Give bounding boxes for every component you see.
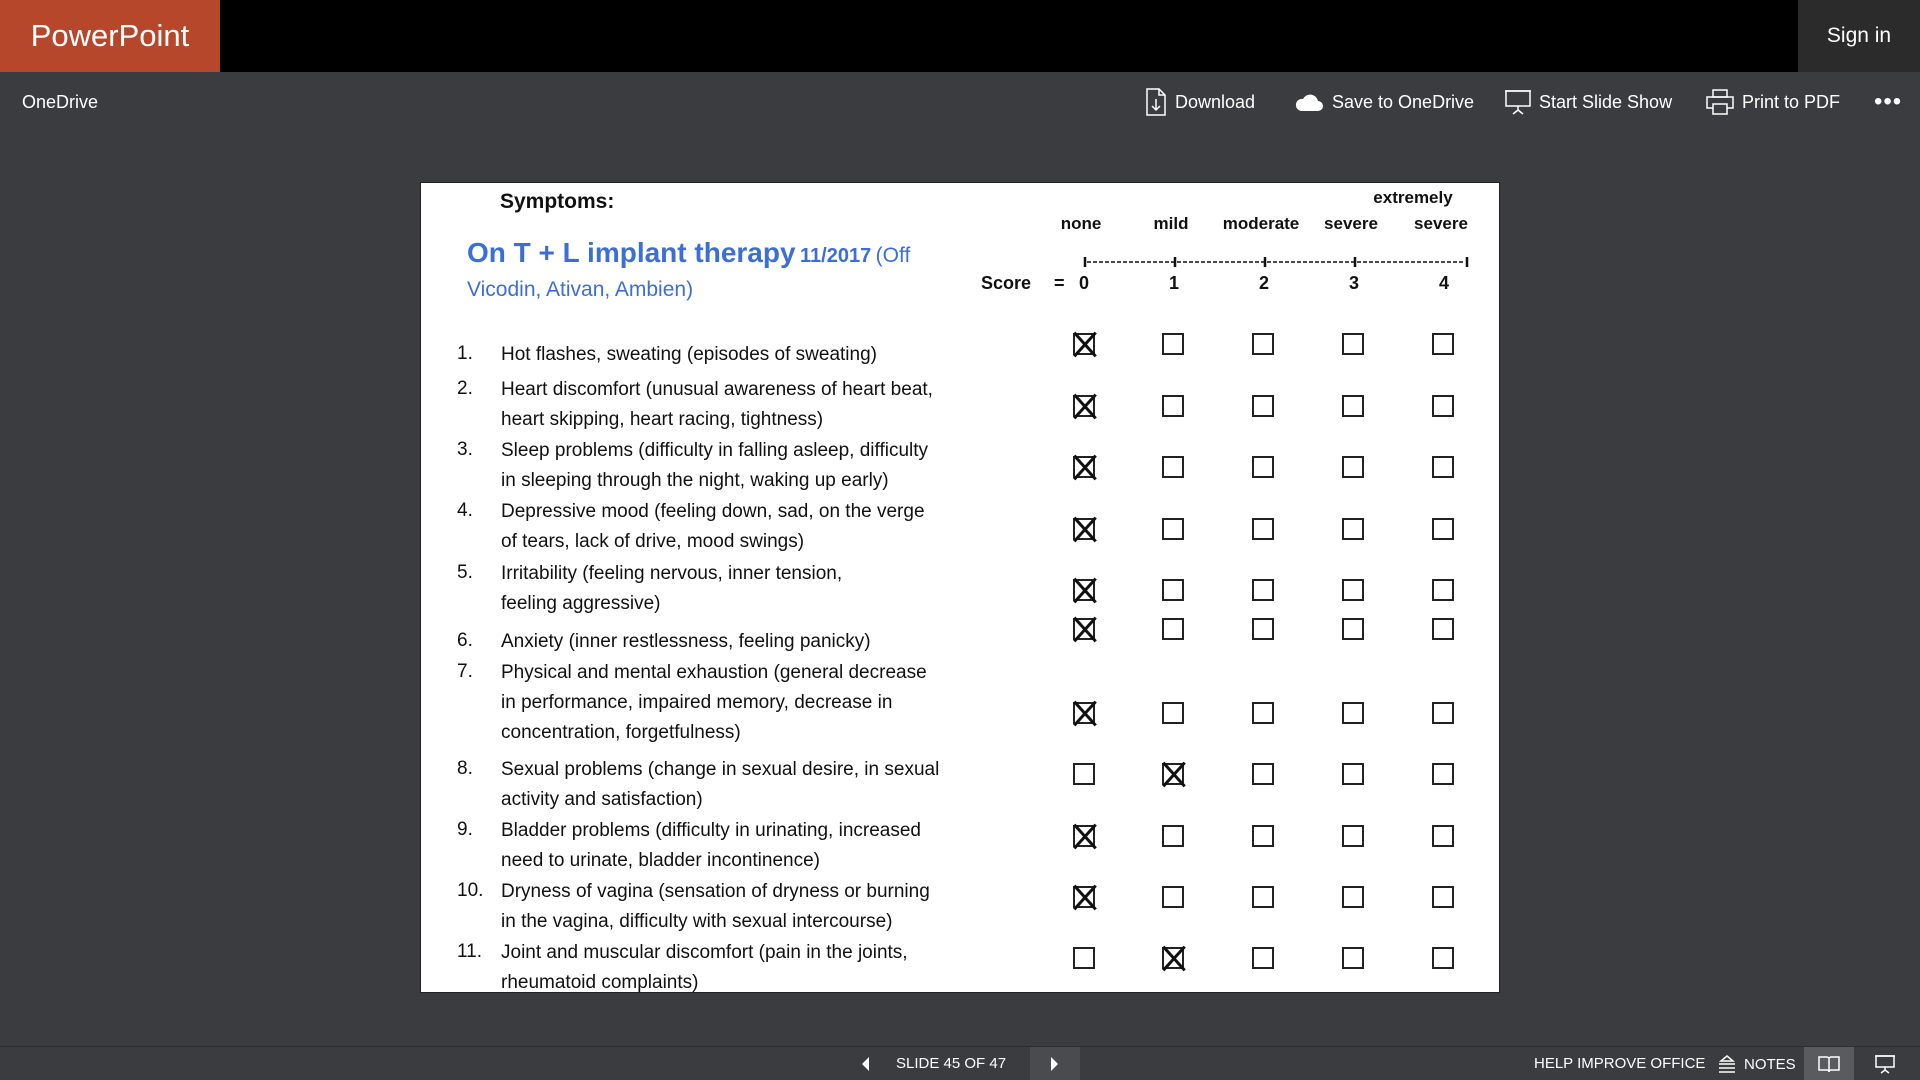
severity-checkbox[interactable] <box>1252 825 1274 847</box>
slide-canvas <box>420 182 1500 993</box>
severity-checkbox[interactable] <box>1252 333 1274 355</box>
severity-checkbox[interactable] <box>1342 825 1364 847</box>
symptom-line2: rheumatoid complaints) <box>501 972 699 993</box>
save-label: Save to OneDrive <box>1332 91 1475 112</box>
symptom-line2: in the vagina, difficulty with sexual intercourse) <box>501 911 893 932</box>
symptoms-title: Symptoms: <box>500 190 615 213</box>
symptom-line1: Joint and muscular discomfort (pain in the joints, <box>501 942 908 963</box>
symptom-description <box>501 658 1086 748</box>
symptom-line2: of tears, lack of drive, mood swings) <box>501 531 805 552</box>
symptom-description <box>501 559 1086 619</box>
symptom-description <box>501 755 1086 815</box>
severity-checkbox[interactable] <box>1162 763 1184 785</box>
severity-checkbox[interactable] <box>1073 395 1095 417</box>
severity-checkbox[interactable] <box>1432 456 1454 478</box>
severity-checkbox[interactable] <box>1162 395 1184 417</box>
severity-checkbox[interactable] <box>1432 618 1454 640</box>
print-to-pdf-button[interactable] <box>1706 72 1840 132</box>
symptom-description <box>501 436 1086 496</box>
severity-checkbox[interactable] <box>1073 947 1095 969</box>
severity-checkbox[interactable] <box>1342 618 1364 640</box>
header-extremely: extremely <box>1373 188 1453 207</box>
header-severe: severe <box>1324 214 1378 233</box>
severity-checkbox[interactable] <box>1342 763 1364 785</box>
severity-checkbox[interactable] <box>1432 395 1454 417</box>
start-slide-show-button[interactable] <box>1505 72 1672 132</box>
symptom-line1: Physical and mental exhaustion (general decrease <box>501 662 927 683</box>
symptom-line3: concentration, forgetfulness) <box>501 722 741 743</box>
score-2: 2 <box>1258 273 1269 293</box>
therapy-note-line2: Vicodin, Ativan, Ambien) <box>467 278 694 301</box>
severity-checkbox[interactable] <box>1073 763 1095 785</box>
severity-checkbox[interactable] <box>1432 763 1454 785</box>
header-extremely-severe: severe <box>1414 214 1468 233</box>
symptom-line2: in performance, impaired memory, decrease in <box>501 692 893 713</box>
status-bar <box>0 1046 1920 1080</box>
symptom-line2: feeling aggressive) <box>501 593 661 614</box>
severity-checkbox[interactable] <box>1073 886 1095 908</box>
notes-button[interactable] <box>1718 1047 1796 1080</box>
slideshow-label: Start Slide Show <box>1539 91 1673 112</box>
severity-checkbox[interactable] <box>1252 618 1274 640</box>
symptom-line1: Dryness of vagina (sensation of dryness or burning <box>501 881 930 902</box>
severity-checkbox[interactable] <box>1342 333 1364 355</box>
command-bar <box>0 72 1920 132</box>
app-brand[interactable]: PowerPoint <box>0 0 220 72</box>
severity-checkbox[interactable] <box>1073 825 1095 847</box>
severity-checkbox[interactable] <box>1162 518 1184 540</box>
symptom-description <box>501 627 1086 657</box>
help-improve-office-link[interactable]: HELP IMPROVE OFFICE <box>1534 1055 1706 1072</box>
therapy-note-line1: (Off <box>875 244 911 267</box>
severity-checkbox[interactable] <box>1073 618 1095 640</box>
symptom-description <box>501 375 1086 435</box>
header-mild: mild <box>1153 214 1189 233</box>
severity-checkbox[interactable] <box>1432 333 1454 355</box>
download-button[interactable] <box>1145 72 1255 132</box>
severity-checkbox[interactable] <box>1252 518 1274 540</box>
therapy-note <box>467 237 987 308</box>
slideshow-view-icon <box>1875 1054 1895 1074</box>
symptom-description <box>501 340 1086 370</box>
severity-checkbox[interactable] <box>1252 456 1274 478</box>
symptom-line1: Bladder problems (difficulty in urinating, increased <box>501 820 921 841</box>
cloud-icon <box>1294 91 1324 113</box>
next-slide-button[interactable] <box>1030 1047 1080 1080</box>
sign-in-button[interactable]: Sign in <box>1798 0 1920 72</box>
download-label: Download <box>1175 91 1256 112</box>
print-label: Print to PDF <box>1742 91 1841 112</box>
score-0: 0 <box>1078 273 1089 293</box>
symptom-line1: Depressive mood (feeling down, sad, on the verge <box>501 501 925 522</box>
severity-checkbox[interactable] <box>1342 947 1364 969</box>
symptom-number: 5. <box>457 562 473 583</box>
severity-checkbox[interactable] <box>1162 947 1184 969</box>
severity-checkbox[interactable] <box>1073 518 1095 540</box>
severity-checkbox[interactable] <box>1252 886 1274 908</box>
severity-checkbox[interactable] <box>1342 886 1364 908</box>
symptom-number: 8. <box>457 758 473 779</box>
severity-checkbox[interactable] <box>1162 825 1184 847</box>
therapy-heading: On T + L implant therapy <box>467 237 796 268</box>
severity-scale-line <box>1083 255 1469 269</box>
symptom-description <box>501 497 1086 557</box>
symptom-number: 6. <box>457 630 473 651</box>
chevron-left-icon <box>860 1056 870 1072</box>
severity-checkbox[interactable] <box>1162 702 1184 724</box>
slideshow-icon <box>1505 89 1531 115</box>
symptom-line1: Anxiety (inner restlessness, feeling panicky) <box>501 631 871 652</box>
onedrive-breadcrumb[interactable]: OneDrive <box>22 92 99 112</box>
symptom-line2: heart skipping, heart racing, tightness) <box>501 409 824 430</box>
slide-counter: SLIDE 45 OF 47 <box>896 1055 1007 1072</box>
symptom-line1: Hot flashes, sweating (episodes of sweating) <box>501 344 877 365</box>
severity-checkbox[interactable] <box>1073 456 1095 478</box>
severity-checkbox[interactable] <box>1432 825 1454 847</box>
severity-checkbox[interactable] <box>1162 618 1184 640</box>
header-moderate: moderate <box>1222 214 1300 233</box>
therapy-date: 11/2017 <box>800 245 872 267</box>
severity-checkbox[interactable] <box>1432 579 1454 601</box>
save-to-onedrive-button[interactable] <box>1294 72 1474 132</box>
severity-checkbox[interactable] <box>1432 518 1454 540</box>
symptom-number: 2. <box>457 378 473 399</box>
severity-checkbox[interactable] <box>1342 456 1364 478</box>
symptom-line2: need to urinate, bladder incontinence) <box>501 850 821 871</box>
severity-checkbox[interactable] <box>1342 579 1364 601</box>
severity-checkbox[interactable] <box>1162 886 1184 908</box>
score-4: 4 <box>1438 273 1449 293</box>
severity-checkbox[interactable] <box>1342 702 1364 724</box>
severity-checkbox[interactable] <box>1252 763 1274 785</box>
header-none: none <box>1060 214 1102 233</box>
severity-checkbox[interactable] <box>1252 947 1274 969</box>
severity-checkbox[interactable] <box>1432 947 1454 969</box>
symptom-number: 10. <box>457 880 484 901</box>
book-icon <box>1818 1055 1840 1073</box>
severity-checkbox[interactable] <box>1162 456 1184 478</box>
severity-checkbox[interactable] <box>1252 579 1274 601</box>
notes-icon <box>1718 1055 1736 1073</box>
symptom-line2: activity and satisfaction) <box>501 789 703 810</box>
score-3: 3 <box>1348 273 1359 293</box>
severity-checkbox[interactable] <box>1162 333 1184 355</box>
severity-checkbox[interactable] <box>1162 579 1184 601</box>
score-equals: = <box>1054 273 1065 293</box>
symptom-line1: Irritability (feeling nervous, inner tension, <box>501 563 843 584</box>
reading-view-button[interactable] <box>1804 1047 1854 1080</box>
symptom-description <box>501 816 1086 876</box>
top-bar <box>0 0 1920 72</box>
symptom-number: 9. <box>457 819 473 840</box>
severity-checkbox[interactable] <box>1342 395 1364 417</box>
severity-checkbox[interactable] <box>1252 395 1274 417</box>
symptom-number: 11. <box>457 941 483 962</box>
slide-show-view-button[interactable] <box>1860 1047 1910 1080</box>
symptom-line1: Sexual problems (change in sexual desire, in sexual <box>501 759 940 780</box>
notes-label: NOTES <box>1744 1055 1796 1073</box>
severity-checkbox[interactable] <box>1073 333 1095 355</box>
symptom-line2: in sleeping through the night, waking up early) <box>501 470 889 491</box>
symptom-number: 3. <box>457 439 473 460</box>
severity-checkbox[interactable] <box>1073 579 1095 601</box>
symptom-number: 7. <box>457 661 473 682</box>
score-label: Score <box>981 273 1032 293</box>
chevron-right-icon <box>1050 1056 1060 1072</box>
severity-checkbox[interactable] <box>1252 702 1274 724</box>
severity-checkbox[interactable] <box>1073 702 1095 724</box>
download-icon <box>1145 88 1167 116</box>
printer-icon <box>1706 89 1734 115</box>
severity-checkbox[interactable] <box>1342 518 1364 540</box>
severity-checkbox[interactable] <box>1432 886 1454 908</box>
symptom-description <box>501 938 1086 993</box>
more-options-icon[interactable]: ••• <box>1874 88 1903 115</box>
symptom-line1: Heart discomfort (unusual awareness of heart beat, <box>501 379 933 400</box>
previous-slide-button[interactable] <box>850 1047 880 1080</box>
symptom-description <box>501 877 1086 937</box>
symptom-number: 1. <box>457 343 473 364</box>
score-1: 1 <box>1168 273 1179 293</box>
severity-checkbox[interactable] <box>1432 702 1454 724</box>
symptom-number: 4. <box>457 500 473 521</box>
symptom-line1: Sleep problems (difficulty in falling asleep, difficulty <box>501 440 929 461</box>
